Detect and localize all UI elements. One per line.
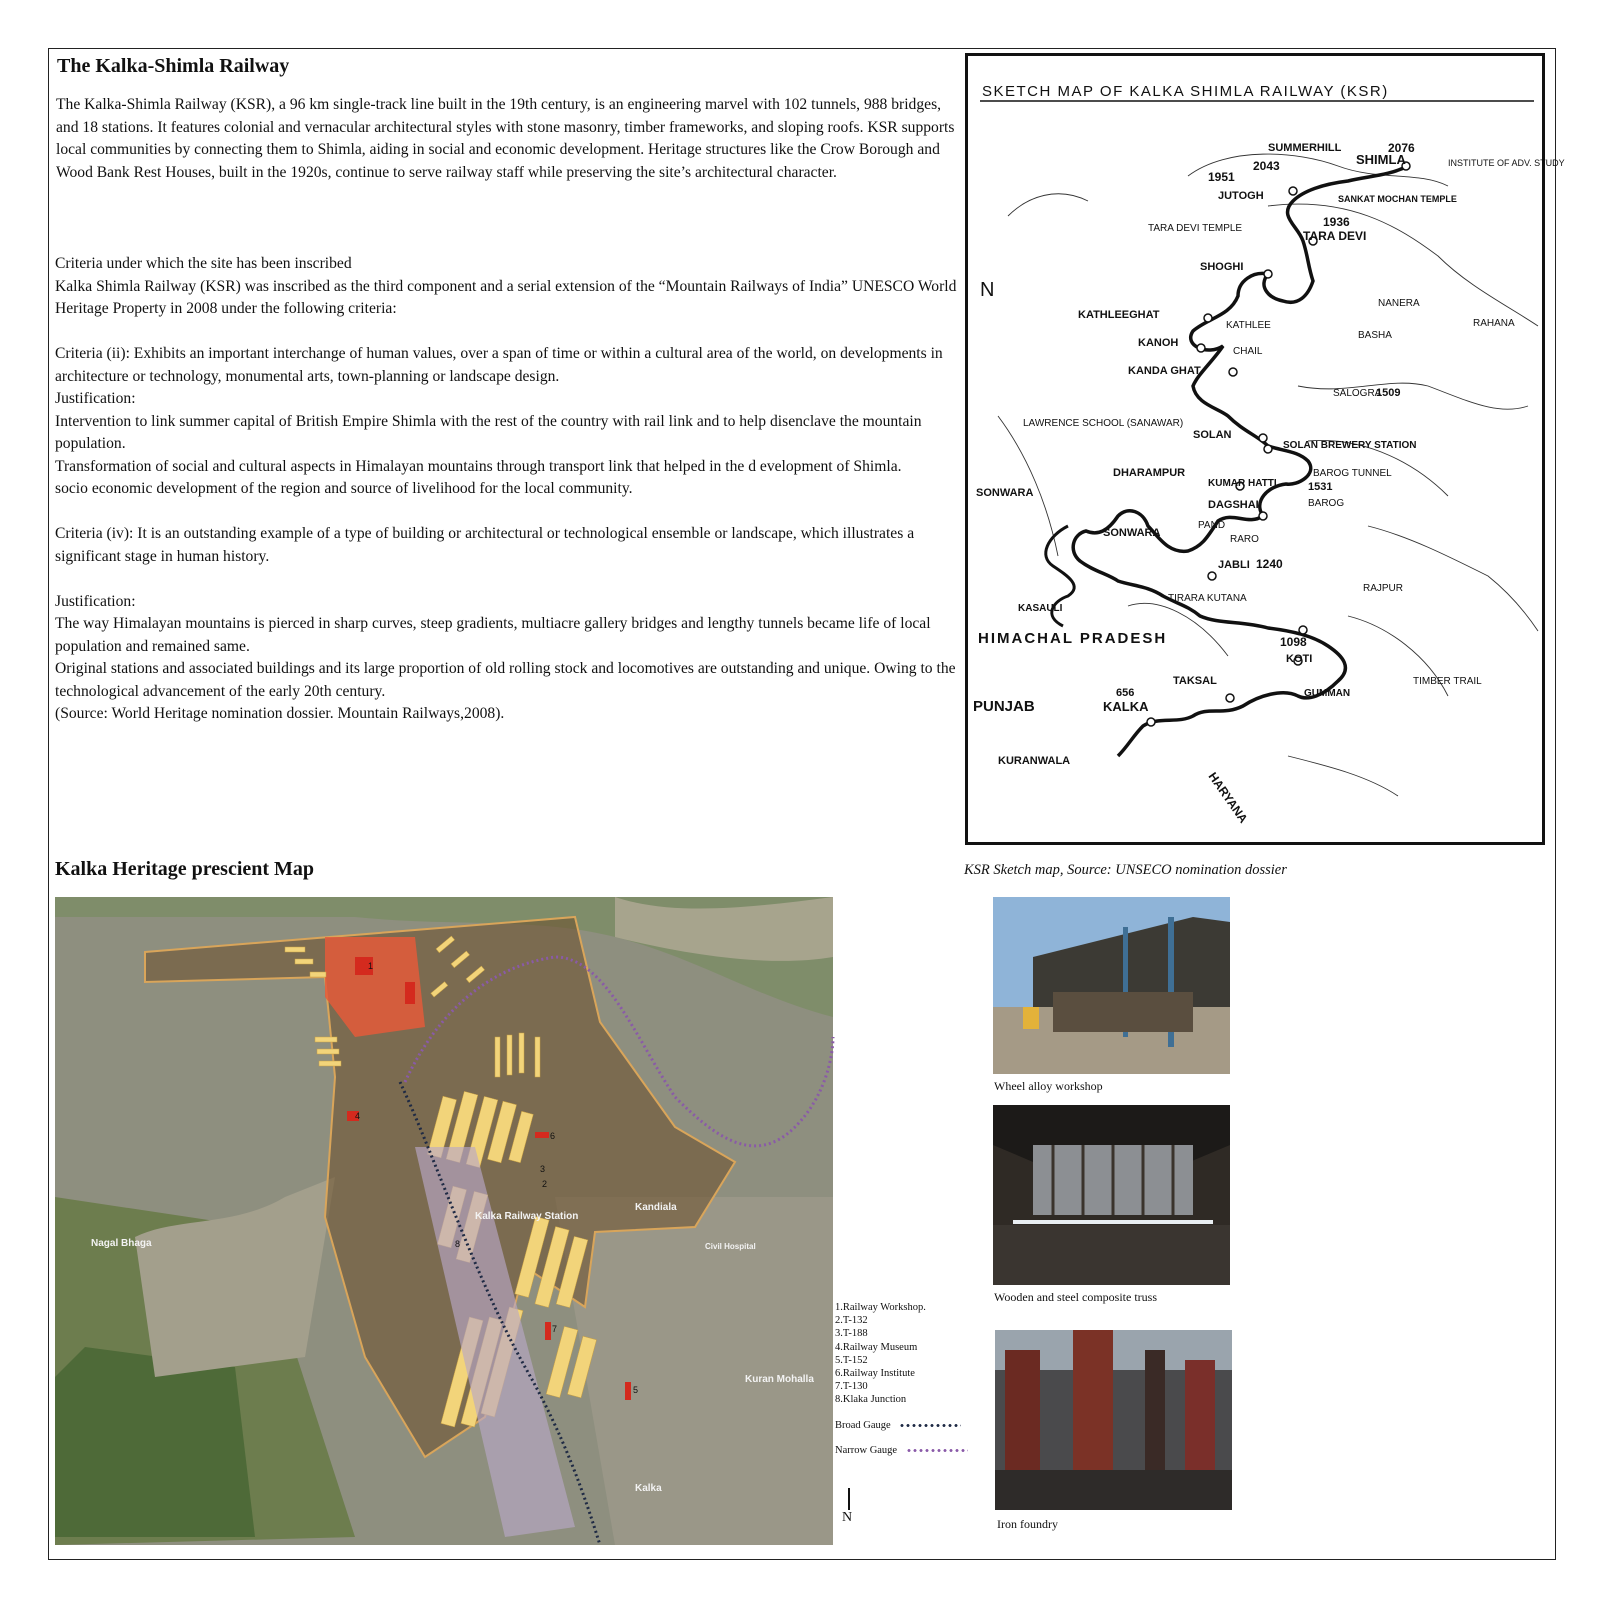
sketch-taradevi-temple: TARA DEVI TEMPLE bbox=[1148, 223, 1243, 234]
sketch-kasauli: KASAULI bbox=[1018, 603, 1063, 614]
legend-item-5: 5.T-152 bbox=[835, 1354, 868, 1366]
map-label-kandiala: Kandiala bbox=[635, 1202, 677, 1213]
sketch-nanera: NANERA bbox=[1378, 298, 1420, 309]
map-marker-5: 5 bbox=[633, 1385, 639, 1395]
sketch-jabli: JABLI bbox=[1218, 559, 1250, 571]
sketch-dharampur: DHARAMPUR bbox=[1113, 467, 1186, 479]
legend-item-4: 4.Railway Museum bbox=[835, 1341, 918, 1353]
sketch-gumman: GUMMAN bbox=[1304, 688, 1351, 699]
narrow-gauge-swatch bbox=[906, 1449, 968, 1452]
sketch-kandaghat: KANDA GHAT bbox=[1128, 365, 1201, 377]
sketch-jutogh: JUTOGH bbox=[1218, 190, 1264, 202]
map-marker-8: 8 bbox=[455, 1239, 461, 1249]
photo-wheel-alloy-workshop bbox=[993, 897, 1230, 1074]
sketch-kanoh: KANOH bbox=[1138, 337, 1179, 349]
sketch-solan-brewery: SOLAN BREWERY STATION bbox=[1283, 440, 1417, 451]
sketch-map-heading: SKETCH MAP OF KALKA SHIMLA RAILWAY (KSR) bbox=[982, 83, 1389, 100]
criteria-ii-justification-3: socio economic development of the region and source of livelihood for the local community. bbox=[55, 480, 633, 497]
sketch-basha: BASHA bbox=[1358, 330, 1392, 341]
sketch-shoghi: SHOGHI bbox=[1200, 261, 1244, 273]
sketch-sonwara-west: SONWARA bbox=[976, 487, 1034, 499]
criteria-intro: Kalka Shimla Railway (KSR) was inscribed as the third component and a serial extension of the “Mountain Railways of India” UNESCO World Heritage Property in 2008 under the following criteria: bbox=[55, 277, 957, 317]
legend-broad-gauge-label: Broad Gauge bbox=[835, 1420, 891, 1431]
heritage-map-title: Kalka Heritage prescient Map bbox=[55, 858, 315, 880]
map-marker-6: 6 bbox=[550, 1131, 556, 1141]
legend-item-3: 3.T-188 bbox=[835, 1328, 868, 1340]
sketch-institute: INSTITUTE OF ADV. STUDY bbox=[1448, 158, 1565, 168]
photo-iron-foundry bbox=[995, 1330, 1232, 1510]
map-marker-2: 2 bbox=[542, 1179, 548, 1189]
north-label: N bbox=[842, 1510, 853, 1525]
sketch-kuranwala: KURANWALA bbox=[998, 755, 1071, 767]
criteria-ii: Criteria (ii): Exhibits an important interchange of human values, over a span of time or within a cultural area of the world, on developments in architecture or technology, monumental arts, town-planning or landscape design. bbox=[55, 345, 943, 385]
sketch-kumarhatti: KUMAR HATTI bbox=[1208, 478, 1277, 489]
legend-item-7: 7.T-130 bbox=[835, 1381, 868, 1393]
sketch-rajpur: RAJPUR bbox=[1363, 583, 1404, 594]
criteria-iv-justification-1: The way Himalayan mountains is pierced in sharp curves, steep gradients, multiacre gallery bridges and lengthy tunnels became life of local population and remained same. bbox=[55, 615, 931, 655]
sketch-raro: RARO bbox=[1230, 534, 1259, 545]
sketch-taradevi: TARA DEVI bbox=[1303, 229, 1367, 243]
kalka-heritage-map bbox=[55, 897, 833, 1545]
sketch-jabli-elev: 1240 bbox=[1256, 557, 1283, 571]
sketch-koti-elev: 1098 bbox=[1280, 635, 1307, 649]
sketch-north: N bbox=[980, 279, 995, 301]
sketch-summerhill-elev: 2043 bbox=[1253, 159, 1280, 173]
sketch-koti: KOTI bbox=[1286, 653, 1313, 665]
caption-composite-truss: Wooden and steel composite truss bbox=[994, 1290, 1158, 1304]
sketch-kalka-elev: 656 bbox=[1116, 687, 1135, 699]
criteria-heading: Criteria under which the site has been inscribed bbox=[55, 255, 352, 272]
criteria-ii-justification-2: Transformation of social and cultural aspects in Himalayan mountains through transport link that helped in the d evelopment of Shimla. bbox=[55, 457, 902, 475]
sketch-punjab: PUNJAB bbox=[973, 698, 1035, 715]
sketch-chail: CHAIL bbox=[1233, 346, 1263, 357]
map-label-station: Kalka Railway Station bbox=[475, 1211, 579, 1222]
sketch-kathlee: KATHLEE bbox=[1226, 320, 1271, 331]
map-label-nagal: Nagal Bhaga bbox=[91, 1238, 152, 1249]
caption-iron-foundry: Iron foundry bbox=[997, 1517, 1058, 1531]
legend-item-2: 2.T-132 bbox=[835, 1315, 868, 1327]
sketch-map-caption: KSR Sketch map, Source: UNSECO nomination dossier bbox=[964, 862, 1287, 878]
map-marker-7: 7 bbox=[552, 1324, 558, 1334]
legend-broad-gauge bbox=[835, 1420, 961, 1431]
sketch-kalka: KALKA bbox=[1103, 699, 1149, 714]
sketch-jutogh-elev: 1951 bbox=[1208, 170, 1235, 184]
sketch-sonwara: SONWARA bbox=[1103, 527, 1161, 539]
broad-gauge-swatch bbox=[899, 1424, 961, 1427]
photo-composite-truss bbox=[993, 1105, 1230, 1285]
criteria-block bbox=[55, 253, 960, 726]
sketch-barog-tunnel: BAROG TUNNEL bbox=[1313, 468, 1392, 479]
legend-narrow-gauge bbox=[835, 1445, 968, 1456]
map-marker-3: 3 bbox=[540, 1164, 546, 1174]
map-label-kalka: Kalka bbox=[635, 1483, 662, 1494]
sketch-barog-elev: 1531 bbox=[1308, 481, 1333, 493]
map-label-kuran: Kuran Mohalla bbox=[745, 1374, 814, 1385]
map-marker-1: 1 bbox=[368, 961, 374, 971]
sketch-dagshai: DAGSHAI bbox=[1208, 499, 1259, 511]
criteria-iv-justification-2: Original stations and associated buildings and its large proportion of old rolling stock and locomotives are outstanding and unique. Owing to the technological advancement of the early 20th century. bbox=[55, 660, 956, 700]
sketch-himachal: HIMACHAL PRADESH bbox=[978, 630, 1168, 647]
intro-paragraph: The Kalka-Shimla Railway (KSR), a 96 km single-track line built in the 19th century, is an engineering marvel with 102 tunnels, 988 bridges, and 18 stations. It features colonial and vernacular architectural styles with stone masonry, timber frameworks, and sloping roofs. KSR supports local communities by connecting them to Shimla, aiding in social and economic development. Heritage structures like the Crow Borough and Wood Bank Rest Houses, built in the 1920s, continue to serve railway staff while preserving the site’s architectural character. bbox=[56, 96, 955, 181]
criteria-source: (Source: World Heritage nomination dossier. Mountain Railways,2008). bbox=[55, 705, 505, 722]
sketch-taksal: TAKSAL bbox=[1173, 675, 1217, 687]
caption-wheel-alloy-workshop: Wheel alloy workshop bbox=[994, 1079, 1103, 1093]
heritage-map-legend bbox=[835, 1301, 926, 1407]
sketch-railway-line bbox=[1073, 166, 1408, 756]
sketch-shimla: SHIMLA bbox=[1356, 152, 1406, 167]
sketch-tirara: TIRARA KUTANA bbox=[1168, 593, 1247, 604]
sketch-solan: SOLAN bbox=[1193, 429, 1232, 441]
legend-item-6: 6.Railway Institute bbox=[835, 1368, 915, 1380]
sketch-taradevi-elev: 1936 bbox=[1323, 215, 1350, 229]
sketch-solan-elev: 1509 bbox=[1376, 387, 1401, 399]
sketch-kathleeghat: KATHLEEGHAT bbox=[1078, 309, 1160, 321]
criteria-iv: Criteria (iv): It is an outstanding example of a type of building or architectural or technological ensemble or landscape, which illustrates a significant stage in human history. bbox=[55, 525, 915, 565]
sketch-shimla-elev: 2076 bbox=[1388, 141, 1415, 155]
sketch-sankat: SANKAT MOCHAN TEMPLE bbox=[1338, 194, 1457, 204]
sketch-pand: PAND bbox=[1198, 520, 1226, 531]
sketch-barog: BAROG bbox=[1308, 498, 1345, 509]
sketch-summerhill: SUMMERHILL bbox=[1268, 142, 1342, 154]
map-marker-4: 4 bbox=[355, 1111, 361, 1121]
legend-item-1: 1.Railway Workshop. bbox=[835, 1302, 926, 1313]
criteria-iv-justification-label: Justification: bbox=[55, 592, 136, 610]
sketch-timber: TIMBER TRAIL bbox=[1413, 676, 1482, 687]
legend-item-8: 8.Klaka Junction bbox=[835, 1394, 907, 1406]
criteria-ii-justification-1: Intervention to link summer capital of British Empire Shimla with the rest of the country with rail link and to help disenclave the mountain population. bbox=[55, 412, 922, 452]
sketch-haryana: HARYANA bbox=[1205, 769, 1251, 826]
legend-narrow-gauge-label: Narrow Gauge bbox=[835, 1445, 898, 1456]
page-title: The Kalka-Shimla Railway bbox=[57, 55, 290, 77]
ksr-sketch-map bbox=[965, 53, 1565, 845]
map-label-hospital: Civil Hospital bbox=[705, 1242, 756, 1251]
sketch-salogra: SALOGRA bbox=[1333, 388, 1382, 399]
criteria-ii-justification-label: Justification: bbox=[55, 390, 136, 407]
sketch-lawrence: LAWRENCE SCHOOL (SANAWAR) bbox=[1023, 418, 1184, 429]
sketch-rahana: RAHANA bbox=[1473, 318, 1515, 329]
north-arrow-icon bbox=[842, 1488, 856, 1528]
